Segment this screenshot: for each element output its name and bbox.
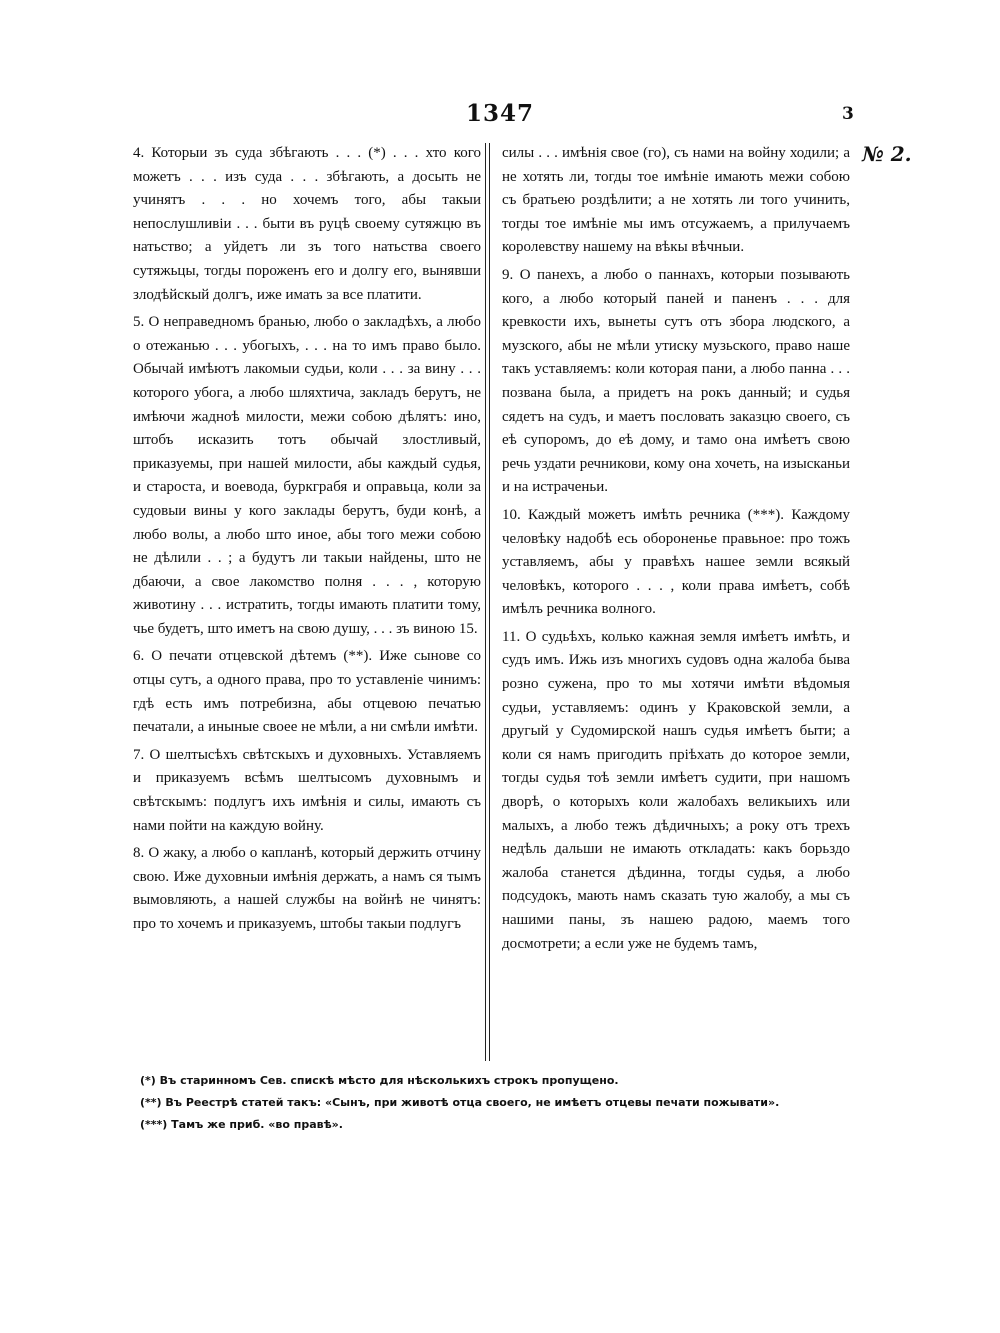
article-8-continued: силы . . . имѣнiя свое (го), съ нами на войну ходили; а не хотять ли, тогды тое имѣнiе имають межи собою съ братьею роздѣлити; а не хотять ли того учинить, тогды тое имѣнiе мы имъ отсужаемъ, а прилучаемъ королевству нашему на вѣкы вѣчныи. — [502, 145, 850, 256]
right-column — [502, 142, 850, 960]
left-column — [133, 142, 481, 941]
article-8: 8. О жаку, а любо о капланѣ, который держить отчину свою. Иже духовныи имѣнiя держать, а намъ ся тымъ вымовляють, а нашей службы на войнѣ не чинятъ: про то хочемъ и приказуемъ, штобы такыи подлугъ — [133, 845, 481, 932]
article-9: 9. О панехъ, а любо о паннахъ, которыи позывають кого, а любо который паней и паненъ . . . для кревкости ихъ, вынеты сутъ отъ збора людского, а музского, абы не мѣли утиску музьского, право наше такъ уставляемъ: коли которая пани, а любо панна . . . позвана была, а придетъ на рокъ данный; и судья сядетъ на судъ, и маетъ пословать заказцю своего, съ еѣ супоромъ, до еѣ дому, и тамо она имѣетъ свою речь уздати речникови, кому она хочеть, на изысканьи и на истраченьи. — [502, 266, 850, 496]
article-10: 10. Каждый можетъ имѣть речника (***). Каждому человѣку надобѣ есь обороненье правьное: про тожъ уставляемъ, абы у правѣхъ нашее земли всякый человѣкъ, которого . . . , коли права имѣетъ, собѣ имѣлъ речника волного. — [502, 506, 850, 618]
article-11: 11. О судьѣхъ, колько кажная земля имѣетъ имѣть, и судъ имъ. Ижь изъ многихъ судовъ одна жалоба быва розно сужена, про то мы хотячи имѣти вѣдомыя судьи, уставляемъ: одинъ у Краковской земли, а другый у Судомирской нашъ судья имѣетъ быти; а коли ся намъ пригодить прiѣхать до которое земли, тогды судья тоѣ земли имѣетъ судити, при нашомъ дворѣ, о которыхъ коли жалобахъ великыихъ или малыхъ, а любо тежъ дѣдичныхъ; а року отъ трехъ недѣль дальши не имають откладать: какъ борьздо жалоба станется дѣдинна, тогды судья, а любо подсудокъ, мають намъ сказать тую жалобу, а мы съ нашими паны, зъ нашею радою, маемъ того досмотрети; а если уже не будемъ тамъ, — [502, 628, 850, 952]
article-6: 6. О печати отцевской дѣтемъ (**). Иже сынове со отцы сутъ, а одного права, про то уставленie чинимъ: гдѣ есть имъ потребизна, абы отцевою печатью печатали, а иныные своее не мѣли, а ни смѣли имѣти. — [133, 648, 481, 736]
footnotes — [140, 1070, 860, 1136]
column-divider — [485, 143, 490, 1061]
margin-note: № 2. — [862, 142, 912, 166]
article-4: 4. Которыи зъ суда збѣгають . . . (*) . . . хто кого можетъ . . . изъ суда . . . збѣгають, а досыть не учинятъ . . . но хочемъ того, абы такыи непослушливiи . . . быти въ руцѣ своему сутяжцю въ натьство; а уйдетъ ли зъ того натьства своего сутяжьцы, тогды пороженъ его и долгу его, вынявши злодѣйскый долгъ, иже имать за все платити. — [133, 145, 481, 303]
article-7: 7. О шелтысѣхъ свѣтскыхъ и духовныхъ. Уставляемъ и приказуемъ всѣмъ шелтысомъ духовнымъ и свѣтскымъ: подлугъ ихъ имѣнiя и силы, имають съ нами пойти на каждую войну. — [133, 746, 481, 834]
footnote-2: (**) Въ Реестрѣ статей такъ: «Сынъ, при животѣ отца своего, не имѣетъ отцевы печати пожывати». — [140, 1096, 780, 1109]
footnote-3: (***) Тамъ же приб. «во правѣ». — [140, 1118, 343, 1131]
signature-mark: 3 — [842, 104, 854, 124]
footnote-1: (*) Въ старинномъ Сев. спискѣ мѣсто для нѣсколькихъ строкъ пропущено. — [140, 1074, 619, 1087]
article-5: 5. О неправедномъ бранью, любо о закладѣхъ, а любо о отежанью . . . убогыхъ, . . . на то имъ право было. Обычай имѣютъ лакомыи судьи, коли . . . за вину . . . которого убога, а любо шляхтича, закладъ берутъ, не имѣючи жадноѣ милости, межи собою дѣлятъ: ино, штобъ исказить тотъ обычай злостливый, приказуемы, при нашей милости, абы каждый судья, и староста, и воевода, буркграбя и оправьца, коли за судовыи вины у кого заклады берутъ, буди конѣ, а любо волы, а любо што иное, абы того межи собою не дѣлили . . ; а будутъ ли такыи найдены, што не дбаючи, а свое лакомство полня . . . , которую животину . . . истратить, тогды имають платити тому, чье будетъ, што иметъ на свою душу, . . . зъ виною 15. — [133, 314, 481, 637]
page-number: 1347 — [465, 100, 534, 127]
